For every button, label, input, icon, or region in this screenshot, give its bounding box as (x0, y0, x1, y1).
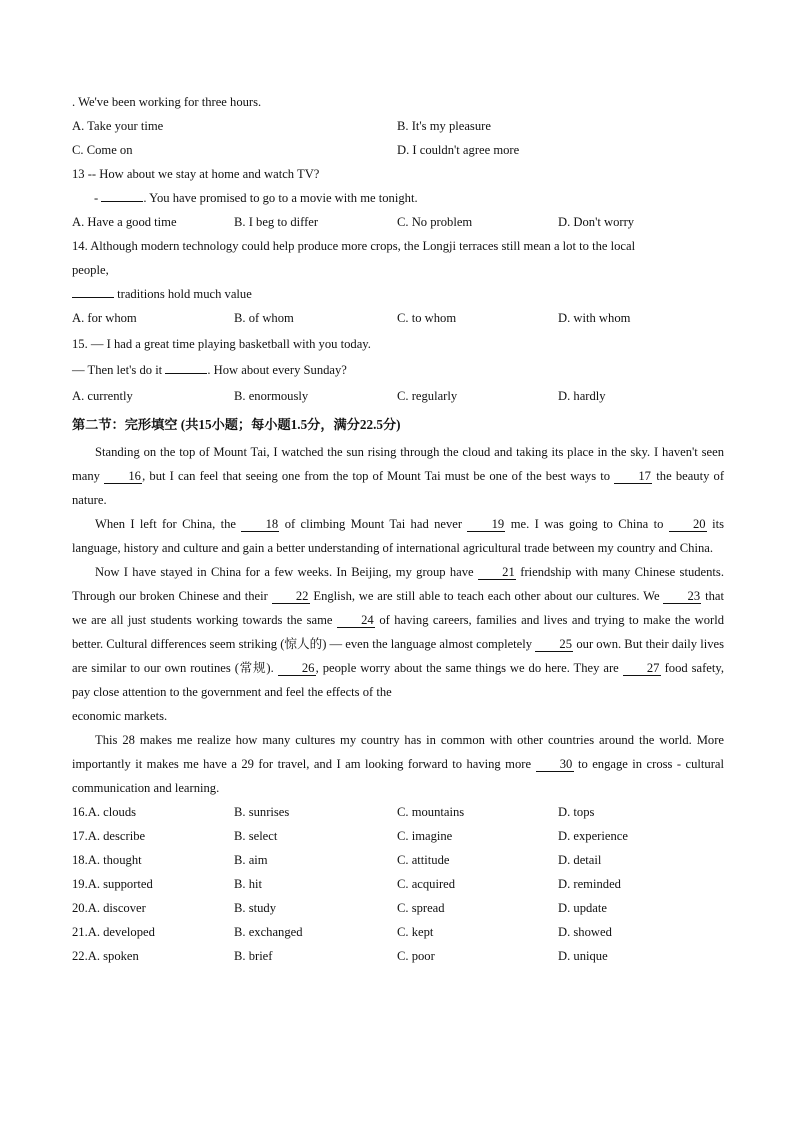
q13-blank (101, 201, 143, 202)
p2-text-3: me. I was going to China to (505, 517, 669, 531)
q20-option-b: B. study (234, 901, 276, 915)
q17-option-b: B. select (234, 829, 278, 843)
p3-text-5: of having careers, families and lives and trying to make the world better. Cultural differences seem striking (惊人的) — even the language almost completely (72, 613, 724, 651)
blank-25: 25 (535, 637, 573, 652)
q22-option-d: D. unique (558, 949, 608, 963)
blank-16: 16 (104, 469, 142, 484)
q13-options (72, 210, 724, 234)
blank-27: 27 (623, 661, 661, 676)
q13-reply-prefix: - (94, 191, 102, 205)
passage-paragraph-2 (72, 512, 724, 560)
q22-option-a: 22.A. spoken (72, 949, 139, 963)
answer-row-18 (72, 848, 724, 872)
p3-text-1: Now I have stayed in China for a few weeks. In Beijing, my group have (95, 565, 478, 579)
q15-reply (72, 358, 724, 382)
q15-stem: 15. — I had a great time playing basketball with you today. (72, 337, 371, 351)
q15-reply-prefix: — Then let's do it (72, 363, 166, 377)
q19-option-b: B. hit (234, 877, 262, 891)
q17-option-a: 17.A. describe (72, 829, 146, 843)
answer-row-16 (72, 800, 724, 824)
q16-option-c: C. mountains (397, 805, 465, 819)
p3-text-7: , people worry about the same things we do here. They are (315, 661, 623, 675)
q13-option-a: A. Have a good time (72, 215, 177, 229)
answer-row-21 (72, 920, 724, 944)
blank-24: 24 (337, 613, 375, 628)
blank-17: 17 (614, 469, 652, 484)
p2-text-2: of climbing Mount Tai had never (279, 517, 468, 531)
p4-text-1: This 28 makes me realize how many cultures my country has in common with other countries around the world. More importantly it makes me have a 29 for travel, and I am looking forward to having more (72, 733, 724, 771)
p4-text-2: to engage in cross - cultural communication and learning. (72, 757, 724, 795)
answer-row-20 (72, 896, 724, 920)
p3-text-2: friendship with many Chinese students. Through our broken Chinese and their (72, 565, 724, 603)
q15-options (72, 384, 724, 408)
q12-options-row1 (72, 114, 724, 138)
q13-option-c: C. No problem (397, 215, 473, 229)
q16-option-b: B. sunrises (234, 805, 290, 819)
q14-option-d: D. with whom (558, 311, 631, 325)
q12-option-a: A. Take your time (72, 119, 164, 133)
q12-option-b: B. It's my pleasure (397, 119, 491, 133)
passage-paragraph-4 (72, 728, 724, 800)
q18-option-d: D. detail (558, 853, 602, 867)
q12-option-c: C. Come on (72, 143, 133, 157)
q19-option-c: C. acquired (397, 877, 456, 891)
q18-option-a: 18.A. thought (72, 853, 142, 867)
q14-options (72, 306, 724, 330)
q14-option-a: A. for whom (72, 311, 137, 325)
answer-row-17 (72, 824, 724, 848)
q15-reply-suffix: . How about every Sunday? (207, 363, 347, 377)
blank-19: 19 (467, 517, 505, 532)
blank-21: 21 (478, 565, 516, 580)
q22-option-b: B. brief (234, 949, 273, 963)
q19-option-a: 19.A. supported (72, 877, 153, 891)
q14-blank (72, 297, 114, 298)
p3-text-6: our own. But their daily lives are similar to our own routines (常规). (72, 637, 724, 675)
blank-18: 18 (241, 517, 279, 532)
p1-text-2: , but I can feel that seeing one from the top of Mount Tai must be one of the best ways to (142, 469, 615, 483)
p1-text-3: the beauty of nature. (72, 469, 725, 507)
blank-23: 23 (663, 589, 701, 604)
q15-option-c: C. regularly (397, 389, 458, 403)
blank-22: 22 (272, 589, 310, 604)
p3-text-9: economic markets. (72, 709, 168, 723)
q12-options-row2 (72, 138, 724, 162)
q15-blank (165, 373, 207, 374)
q21-option-a: 21.A. developed (72, 925, 155, 939)
q14-option-b: B. of whom (234, 311, 294, 325)
blank-30: 30 (536, 757, 574, 772)
q18-option-c: C. attitude (397, 853, 450, 867)
answer-options (72, 800, 724, 968)
q13-option-d: D. Don't worry (558, 215, 635, 229)
q13-reply-suffix: . You have promised to go to a movie with me tonight. (143, 191, 418, 205)
q19-option-d: D. reminded (558, 877, 621, 891)
exam-page (72, 90, 724, 968)
q18-option-b: B. aim (234, 853, 268, 867)
q14-stem-line2: people, (72, 263, 109, 277)
q17-option-d: D. experience (558, 829, 628, 843)
answer-row-22 (72, 944, 724, 968)
q22-option-c: C. poor (397, 949, 435, 963)
q14-stem-suffix: traditions hold much value (114, 287, 252, 301)
q15-option-d: D. hardly (558, 389, 606, 403)
q16-option-a: 16.A. clouds (72, 805, 137, 819)
p3-text-4: that we are all just students working towards the same (72, 589, 724, 627)
blank-26: 26 (278, 661, 316, 676)
passage-paragraph-1 (72, 440, 724, 512)
p2-text-4: its language, history and culture and gain a better understanding of international agricultural trade between my country and China. (72, 517, 724, 555)
q13-stem: 13 -- How about we stay at home and watch TV? (72, 167, 320, 181)
p3-text-3: English, we are still able to teach each other about our cultures. We (309, 589, 664, 603)
q17-option-c: C. imagine (397, 829, 453, 843)
q21-option-b: B. exchanged (234, 925, 303, 939)
q21-option-c: C. kept (397, 925, 434, 939)
q20-option-d: D. update (558, 901, 607, 915)
q14-stem-line1: 14. Although modern technology could help produce more crops, the Longji terraces still mean a lot to the local (72, 239, 636, 253)
p2-text-1: When I left for China, the (95, 517, 242, 531)
blank-20: 20 (669, 517, 707, 532)
passage-paragraph-3 (72, 560, 724, 728)
q13-option-b: B. I beg to differ (234, 215, 319, 229)
q20-option-a: 20.A. discover (72, 901, 146, 915)
q12-stem (72, 90, 724, 114)
p1-text-1: Standing on the top of Mount Tai, I watched the sun rising through the cloud and taking its place in the sky. I haven't seen many (72, 445, 724, 483)
q15-option-b: B. enormously (234, 389, 309, 403)
answer-row-19 (72, 872, 724, 896)
q20-option-c: C. spread (397, 901, 445, 915)
section-heading: 第二节：完形填空 (共15小题；每小题1.5分，满分22.5分) (72, 417, 401, 432)
q13-reply (72, 186, 724, 210)
q12-option-d: D. I couldn't agree more (397, 143, 520, 157)
q14-stem-line3 (72, 282, 724, 306)
q14-option-c: C. to whom (397, 311, 457, 325)
p3-text-8: food safety, pay close attention to the government and feel the effects of the (72, 661, 724, 699)
q15-option-a: A. currently (72, 389, 133, 403)
q12-text: . We've been working for three hours. (72, 95, 262, 109)
q21-option-d: D. showed (558, 925, 612, 939)
q16-option-d: D. tops (558, 805, 595, 819)
